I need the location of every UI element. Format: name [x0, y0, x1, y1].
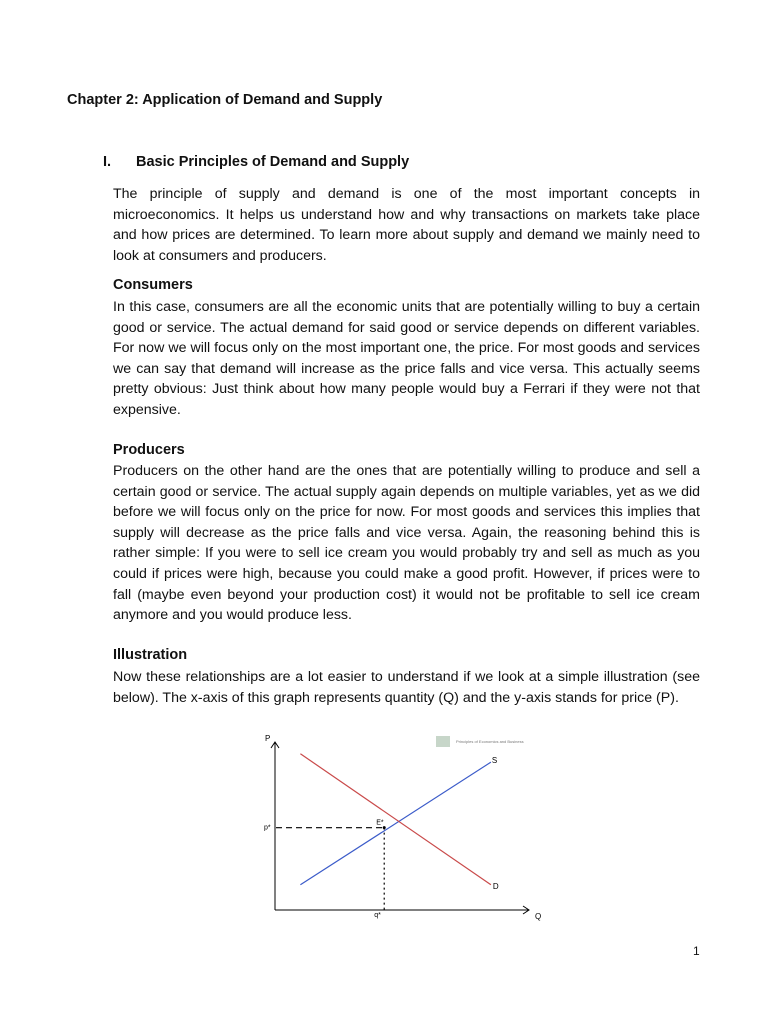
chapter-title: Chapter 2: Application of Demand and Supply: [67, 92, 383, 108]
source-badge: [436, 735, 556, 749]
supply-label: S: [491, 756, 498, 766]
equilibrium-price-label: p*: [264, 824, 271, 832]
y-axis-label: P: [265, 734, 271, 743]
equilibrium-label: E*: [376, 819, 384, 827]
producers-paragraph: Producers on the other hand are the ones that are potentially willing to produce and sell a certain good or service. The actual supply again depends on multiple variables, yet as we did before we will focus only on the price for now. For most goods and services this implies that supply will decrease as the price falls and vice versa. Again, the reasoning behind this is rather simple: If you were to sell ice cream you would probably try and sell as much as you could if prices were high, because you could make a good profit. However, if prices were to fall (maybe even beyond your production cost) it would not be profitable to sell ice cream anymore and you would produce less.: [113, 463, 700, 624]
supply-curve: [300, 762, 491, 885]
x-axis-label: Q: [535, 912, 542, 921]
consumers-paragraph: In this case, consumers are all the economic units that are potentially willing to buy a certain good or service. The actual demand for said good or service depends on different variables. For now we will focus only on the most important one, the price. For most goods and services we can say that demand will increase as the price falls and vice versa. This actually seems pretty obvious: Just think about how many people would buy a Ferrari if they were not that expensive.: [113, 299, 700, 418]
demand-curve: [300, 754, 491, 885]
illustration-paragraph: Now these relationships are a lot easier to understand if we look at a simple illustration (see below). The x-axis of this graph represents quantity (Q) and the y-axis stands for price (P).: [113, 669, 700, 706]
intro-paragraph: The principle of supply and demand is one of the most important concepts in microeconomics. It helps us understand how and why transactions on markets take place and how prices are determined. To learn more about supply and demand we mainly need to look at consumers and producers.: [113, 186, 700, 264]
producers-heading: Producers: [113, 442, 185, 458]
demand-label: D: [492, 881, 499, 891]
section-number: I.: [103, 154, 112, 170]
page-number: 1: [693, 944, 700, 958]
chart-canvas: [255, 730, 555, 925]
illustration-heading: Illustration: [113, 647, 188, 663]
equilibrium-quantity-label: q*: [374, 912, 381, 919]
source-logo: [436, 736, 450, 747]
section-title: Basic Principles of Demand and Supply: [136, 154, 410, 170]
source-badge-text: Principles of Economics and Business: [456, 739, 524, 744]
consumers-heading: Consumers: [113, 277, 193, 293]
supply-demand-chart: [255, 730, 555, 925]
